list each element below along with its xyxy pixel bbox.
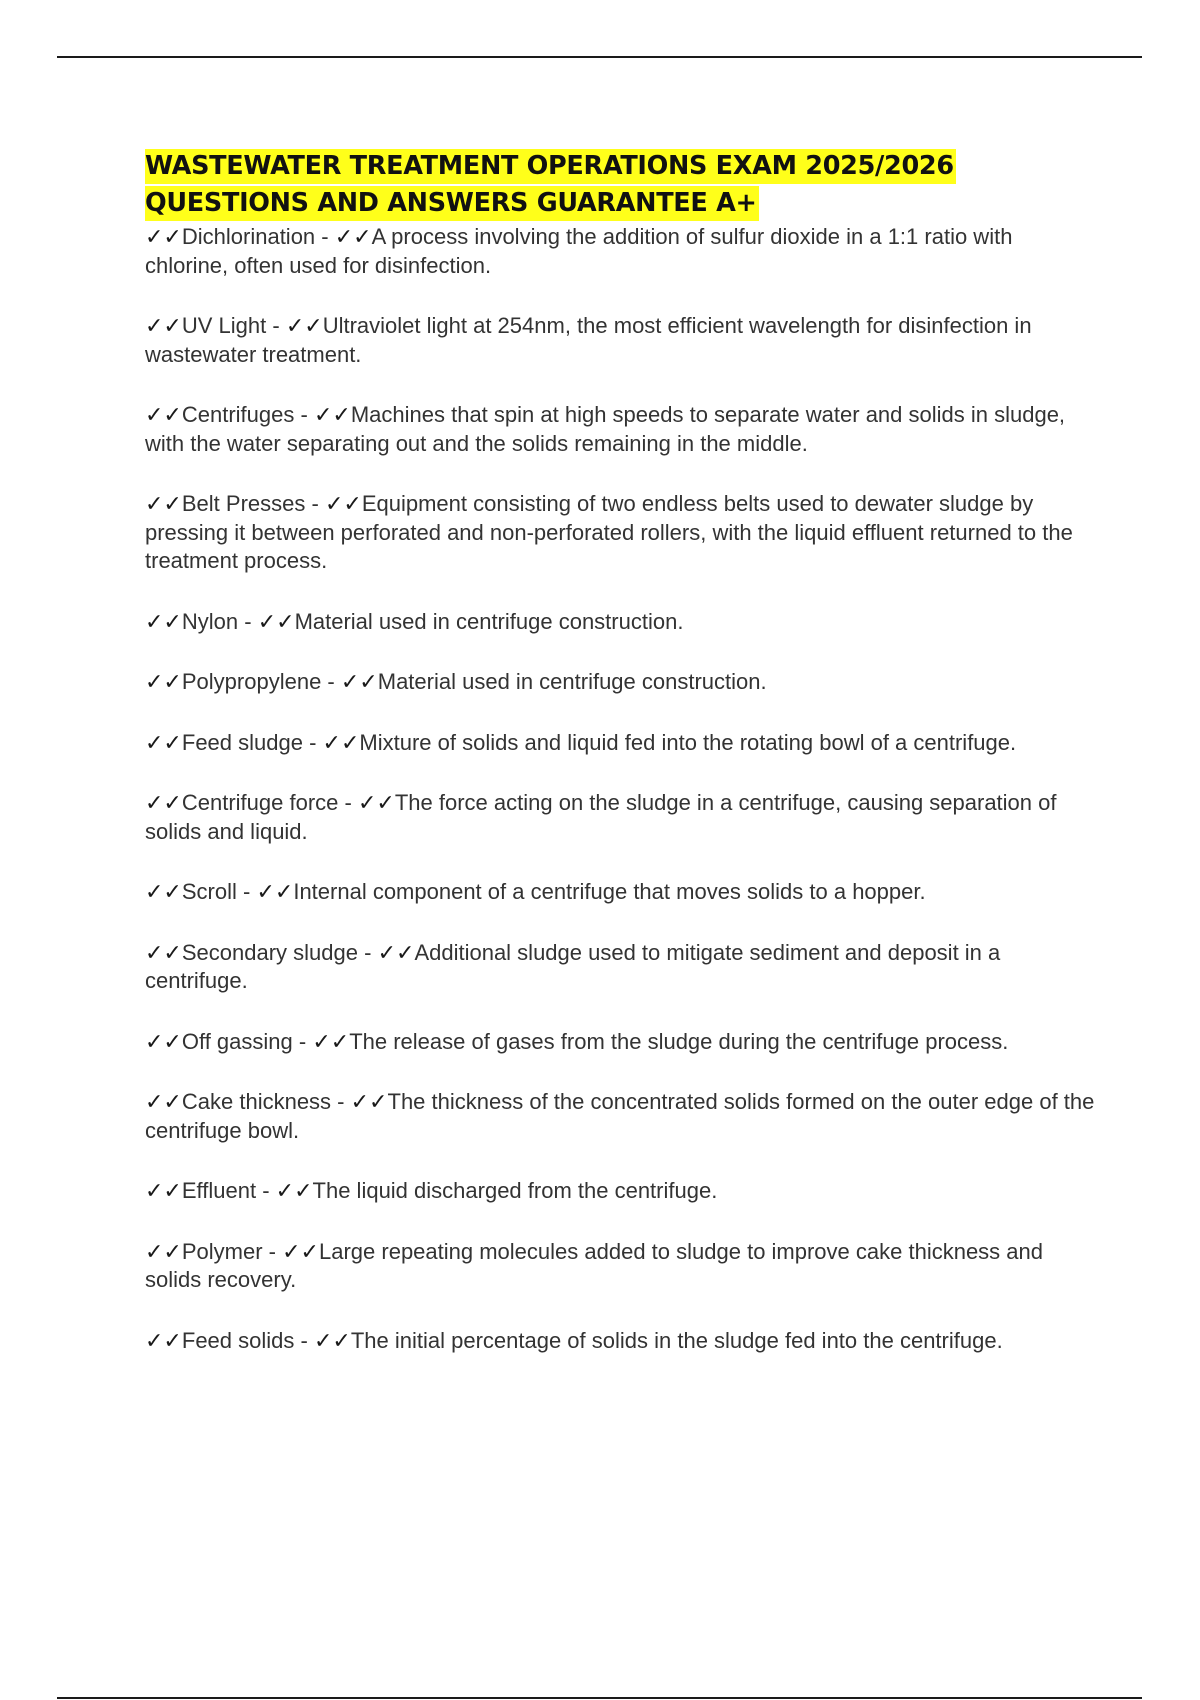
entry-definition: Additional sludge used to mitigate sediment and deposit in a centrifuge. [145,939,1001,993]
double-check-icon: ✓✓ [145,790,182,815]
entry-definition: A process involving the addition of sulfur dioxide in a 1:1 ratio with chlorine, often used for disinfection. [145,224,1013,278]
entry-term: UV Light [181,313,267,338]
double-check-icon: ✓✓ [285,313,323,338]
bottom-rule [57,1697,1142,1699]
double-check-icon: ✓✓ [145,1327,182,1353]
entry-term: Centrifuge force [181,790,339,815]
double-check-icon: ✓✓ [377,939,415,965]
qa-entry: ✓✓Nylon - ✓✓Material used in centrifuge construction. [145,608,684,634]
double-check-icon: ✓✓ [145,729,182,755]
entry-definition: Machines that spin at high speeds to separate water and solids in sludge, with the water separating out and the solids remaining in the middle. [145,402,1066,456]
double-check-icon: ✓✓ [350,1089,388,1114]
qa-entry: ✓✓Belt Presses - ✓✓Equipment consisting of two endless belts used to dewater sludge by pressing it between perforated and non-perforated rollers, with the liquid effluent returned to the treatment process. [145,491,1073,573]
double-check-icon: ✓✓ [145,313,182,338]
entry-definition: Large repeating molecules added to sludge to improve cake thickness and solids recovery. [145,1238,1044,1292]
double-check-icon: ✓✓ [145,1178,182,1203]
title-line-1: WASTEWATER TREATMENT OPERATIONS EXAM 2025/2026 [145,149,956,184]
qa-entry: ✓✓Centrifuges - ✓✓Machines that spin at high speeds to separate water and solids in sludge, with the water separating out and the solids remaining in the middle. [145,402,1066,456]
entry-definition: Equipment consisting of two endless belts used to dewater sludge by pressing it between perforated and non-perforated rollers, with the liquid effluent returned to the treatment process. [145,491,1073,573]
double-check-icon: ✓✓ [334,224,372,249]
entry-definition: The liquid discharged from the centrifuge. [312,1178,718,1203]
entry-definition: Ultraviolet light at 254nm, the most efficient wavelength for disinfection in wastewater treatment. [145,313,1032,367]
entry-definition: Mixture of solids and liquid fed into the rotating bowl of a centrifuge. [359,729,1017,755]
double-check-icon: ✓✓ [145,608,182,634]
double-check-icon: ✓✓ [257,608,295,634]
qa-entry: ✓✓Cake thickness - ✓✓The thickness of the concentrated solids formed on the outer edge of the centrifuge bowl. [145,1089,1095,1143]
top-rule [57,56,1142,58]
double-check-icon: ✓✓ [357,790,395,815]
entry-term: Belt Presses [181,491,306,516]
entry-term: Secondary sludge [181,939,358,965]
double-check-icon: ✓✓ [145,879,182,904]
double-check-icon: ✓✓ [145,1089,182,1114]
qa-entry: ✓✓Polymer - ✓✓Large repeating molecules added to sludge to improve cake thickness and solids recovery. [145,1238,1044,1292]
qa-list [145,223,1095,1355]
entry-definition: Material used in centrifuge construction. [377,669,767,694]
double-check-icon: ✓✓ [275,1178,313,1203]
entry-definition: The force acting on the sludge in a centrifuge, causing separation of solids and liquid. [145,790,1057,844]
entry-term: Feed solids [181,1327,295,1353]
double-check-icon: ✓✓ [340,669,378,694]
double-check-icon: ✓✓ [145,669,182,694]
qa-entry: ✓✓Off gassing - ✓✓The release of gases from the sludge during the centrifuge process. [145,1028,1009,1054]
double-check-icon: ✓✓ [282,1238,319,1264]
double-check-icon: ✓✓ [145,939,182,965]
qa-entry: ✓✓Secondary sludge - ✓✓Additional sludge used to mitigate sediment and deposit in a centrifuge. [145,939,1001,993]
entry-term: Dichlorination [181,224,316,249]
entry-definition: Material used in centrifuge construction. [294,608,684,634]
entry-term: Cake thickness [181,1089,332,1114]
double-check-icon: ✓✓ [322,729,360,755]
double-check-icon: ✓✓ [324,491,362,516]
entry-term: Scroll [181,879,237,904]
double-check-icon: ✓✓ [313,402,351,427]
entry-term: Effluent [181,1178,257,1203]
double-check-icon: ✓✓ [313,1327,351,1353]
title-line-2: QUESTIONS AND ANSWERS GUARANTEE A+ [145,186,759,221]
qa-entry: ✓✓Feed solids - ✓✓The initial percentage of solids in the sludge fed into the centrifuge. [145,1327,1003,1353]
qa-entry: ✓✓Centrifuge force - ✓✓The force acting on the sludge in a centrifuge, causing separation of solids and liquid. [145,790,1057,844]
qa-entry: ✓✓Dichlorination - ✓✓A process involving the addition of sulfur dioxide in a 1:1 ratio with chlorine, often used for disinfection. [145,224,1013,278]
page-content [145,148,1095,1387]
double-check-icon: ✓✓ [145,402,182,427]
qa-entry: ✓✓UV Light - ✓✓Ultraviolet light at 254nm, the most efficient wavelength for disinfection in wastewater treatment. [145,313,1032,367]
qa-entry: ✓✓Effluent - ✓✓The liquid discharged from the centrifuge. [145,1178,718,1203]
double-check-icon: ✓✓ [145,491,182,516]
entry-term: Nylon [181,608,239,634]
entry-term: Polypropylene [181,669,322,694]
entry-definition: Internal component of a centrifuge that moves solids to a hopper. [293,879,926,904]
entry-definition: The release of gases from the sludge during the centrifuge process. [349,1028,1009,1054]
qa-entry: ✓✓Feed sludge - ✓✓Mixture of solids and liquid fed into the rotating bowl of a centrifuge. [145,729,1017,755]
entry-term: Feed sludge [181,729,303,755]
entry-term: Centrifuges [181,402,295,427]
entry-definition: The initial percentage of solids in the sludge fed into the centrifuge. [350,1327,1003,1353]
qa-entry: ✓✓Polypropylene - ✓✓Material used in centrifuge construction. [145,669,767,694]
double-check-icon: ✓✓ [145,1028,182,1054]
entry-term: Polymer [181,1238,263,1264]
double-check-icon: ✓✓ [145,1238,182,1264]
double-check-icon: ✓✓ [145,224,182,249]
entry-definition: The thickness of the concentrated solids formed on the outer edge of the centrifuge bowl. [145,1089,1095,1143]
double-check-icon: ✓✓ [256,879,294,904]
qa-entry: ✓✓Scroll - ✓✓Internal component of a centrifuge that moves solids to a hopper. [145,879,926,904]
entry-term: Off gassing [181,1028,293,1054]
double-check-icon: ✓✓ [312,1028,350,1054]
document-title [145,148,1095,222]
